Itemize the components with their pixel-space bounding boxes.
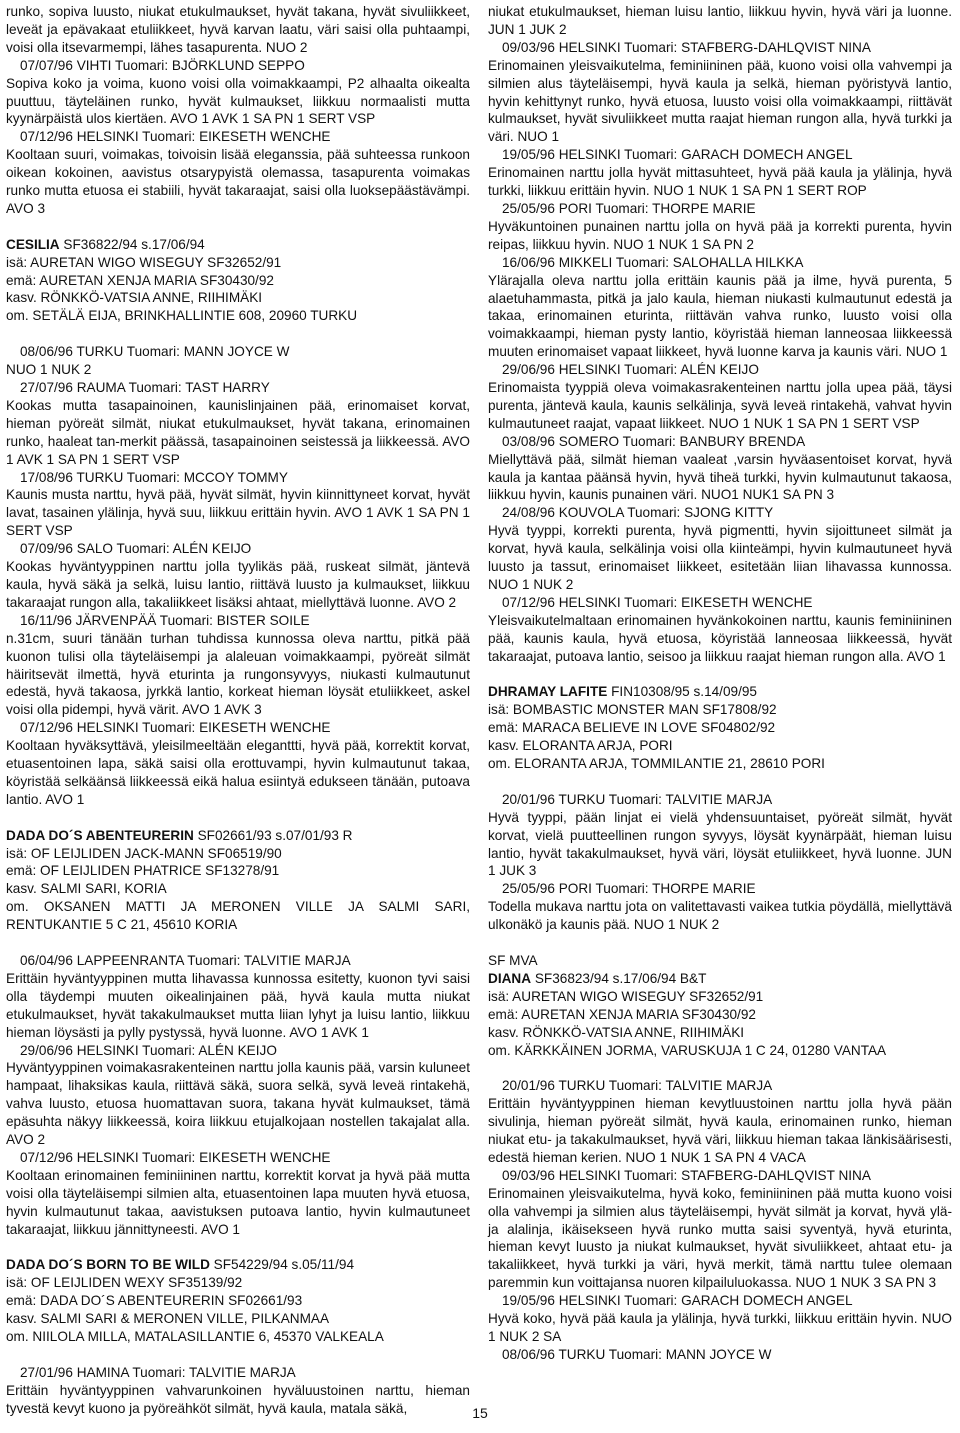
text-line: niukat etukulmaukset, hieman luisu lantio, liikkuu hyvin, hyvä väri ja luonne. JUN 1 JUK 2 <box>488 4 952 37</box>
text-line: Kaunis musta narttu, hyvä pää, hyvät silmät, hyvin kiinnittyneet korvat, hyvät lavat, tasainen ylälinja, hyvä suu, liikkuu erittäin hyvin. AVO 1 AVK 1 SA PN 1 SERT VSP <box>6 487 470 539</box>
spacer <box>488 934 952 952</box>
text-line: NUO 1 NUK 2 <box>6 362 92 378</box>
registration-info: SF36823/94 s.17/06/94 B&T <box>531 970 707 986</box>
text-line: isä: AURETAN WIGO WISEGUY SF32652/91 <box>6 254 282 270</box>
text-line: isä: AURETAN WIGO WISEGUY SF32652/91 <box>488 988 764 1004</box>
text-line: Sopiva koko ja voima, kuono voisi olla voimakkaampi, P2 alhaalta oikealta puuttuu, täyteläinen runko, hyvät kulmaukset, liikkuu normaalisti mutta kyynärpäistä ulos kiertäen. AVO 1 AVK 1 SA PN 1 SERT VSP <box>6 75 470 127</box>
text-line: om. ELORANTA ARJA, TOMMILANTIE 21, 28610 PORI <box>488 756 825 772</box>
show-header-line: 25/05/96 PORI Tuomari: THORPE MARIE <box>502 200 756 216</box>
show-header-line: 16/11/96 JÄRVENPÄÄ Tuomari: BISTER SOILE <box>20 612 310 628</box>
spacer <box>488 1059 952 1077</box>
text-line: Kooltaan suuri, voimakas, toivoisin lisää eleganssia, pää suhteessa runkoon oikean kokoinen, aavistus otsarypyistä olemassa, tasapurenta voimakas runko mutta etuosa ei stabiili, hyvät takaraajat, saisi olla luoksepäästävämpi. AVO 3 <box>6 147 470 216</box>
spacer <box>6 934 470 952</box>
show-header-line: 17/08/96 TURKU Tuomari: MCCOY TOMMY <box>20 469 288 485</box>
text-line: Erinomaista tyyppiä oleva voimakasrakenteinen narttu jolla upea pää, täysi purenta, jäntevä kaula, kaunis selkälinja, syvä leveä rintakehä, vahvat hyvin kulmautuneet raajat, vapaat liikkeet. NUO 1 NUK 1 SA PN 1 SERT VSP <box>488 380 952 431</box>
text-line: Hyvä koko, hyvä pää kaula ja ylälinja, hyvä turkki, liikkuu erittäin hyvin. NUO 1 NUK 2 SA <box>488 1311 952 1344</box>
show-header-line: 07/07/96 VIHTI Tuomari: BJÖRKLUND SEPPO <box>20 57 305 73</box>
spacer <box>488 773 952 791</box>
text-line: Todella mukava narttu jota on valitettavasti vaikea tutkia pöydällä, miellyttävä ulkonäkö ja kaunis pää. NUO 1 NUK 2 <box>488 899 952 933</box>
show-header-line: 08/06/96 TURKU Tuomari: MANN JOYCE W <box>502 1346 772 1362</box>
text-line: emä: MARACA BELIEVE IN LOVE SF04802/92 <box>488 720 776 736</box>
text-line: Ylärajalla oleva narttu jolla erittäin kaunis pää ja ilme, hyvä purenta, 5 alaetuhammasta, pitkä ja jalo kaula, hieman niukasti kulmautunut edestä ja takaa, erinomainen eturinta, riittävän vahva runko, luusto voisi olla voimakkaampi, hieman pysty lantio, köyristää hieman lanneosaa liikkeessä muuten erinomaiset vapaat liikkeet, hyvä luonne karva ja kaunis väri. NUO 1 <box>488 272 952 360</box>
text-line: Kooltaan erinomainen feminiininen narttu, korrektit korvat ja hyvä pää mutta voisi olla täyteläisempi silmien alta, etuasentoinen lapa muuten hyvä etuosa, hyvin kulmautunut takaa, aavistuksen putoava lantio, hyvin kulmautuneet takaraajat, liikkuu jännittyneesti. AVO 1 <box>6 1167 470 1237</box>
page-number: 15 <box>472 1405 488 1421</box>
dog-entry-heading <box>6 1256 470 1274</box>
spacer <box>6 1238 470 1256</box>
show-header-line: 25/05/96 PORI Tuomari: THORPE MARIE <box>502 881 756 897</box>
show-header-line: 24/08/96 KOUVOLA Tuomari: SJONG KITTY <box>502 505 774 521</box>
spacer <box>6 809 470 827</box>
show-header-line: 27/01/96 HAMINA Tuomari: TALVITIE MARJA <box>20 1364 296 1380</box>
text-line: Erittäin hyväntyyppinen mutta lihavassa kunnossa esitetty, kuonon tyvi saisi olla täydempi muuten oikealinjainen pää, hyvä kaula mutta niukat etukulmaukset, hyvät takakulmaukset mutta liian lyhyt ja luisu lantio, liikkuu hieman löysästi ja pylly pystyssä, hyvä luonne. AVO 1 AVK 1 <box>6 970 470 1040</box>
text-line: Miellyttävä pää, silmät hieman vaaleat ,varsin hyväasentoiset korvat, hyvä kaula ja kantaa päänsä hyvin, hyvä tiheä turkki, hyvin kulmautunut takaosa, liikkuu hyvin, kaunis punainen väri. NUO1 NUK1 SA PN 3 <box>488 451 952 503</box>
text-line: emä: AURETAN XENJA MARIA SF30430/92 <box>488 1006 756 1022</box>
right-column <box>488 3 952 1364</box>
text-line: Hyvä tyyppi, pään linjat ei vielä yhdensuuntaiset, pyöreät silmät, hyvät korvat, vielä puutteellinen rungon syvyys, löysät kyynärpäät, hieman luisu lantio, hyvät takakulmaukset, hyvä väri, löysät etuliikkeet, hyvä luonne. JUN 1 JUK 3 <box>488 809 952 879</box>
show-header-line: 20/01/96 TURKU Tuomari: TALVITIE MARJA <box>502 1078 773 1094</box>
text-line: isä: OF LEIJLIDEN WEXY SF35139/92 <box>6 1275 243 1291</box>
text-line: emä: AURETAN XENJA MARIA SF30430/92 <box>6 272 274 288</box>
text-line: Yleisvaikutelmaltaan erinomainen hyvänkokoinen narttu, kaunis feminiininen pää, kaunis kaula, hyvä etuosa, köyristää lanneosaa liikkeessä, hyvät takaraajat, putoava lantio, seisoo ja liikkuu raajat hieman rungon alla. AVO 1 <box>488 612 952 664</box>
text-line: kasv. SALMI SARI & MERONEN VILLE, PILKANMAA <box>6 1311 330 1327</box>
text-line: runko, sopiva luusto, niukat etukulmaukset, hyvät takana, hyvät sivuliikkeet, leveät ja epävakaat etuliikkeet, hyvä karvan laatu, väri saisi olla puhtaampi, voisi olla itsevarmempi, lähes tasapurenta. NUO 2 <box>6 4 470 55</box>
text-line: Kookas hyväntyyppinen narttu jolla tyylikäs pää, ruskeat silmät, jäntevä kaula, hyvä säkä ja selkä, luisu lantio, riittävä luusto ja kulmaukset, liikkuu takaraajat rungon alla, takaliikkeet lisäksi ahtaat, miellyttävä luonne. AVO 2 <box>6 559 470 610</box>
registration-info: FIN10308/95 s.14/09/95 <box>607 684 757 700</box>
show-header-line: 07/12/96 HELSINKI Tuomari: EIKESETH WENCHE <box>20 1149 331 1165</box>
show-header-line: 20/01/96 TURKU Tuomari: TALVITIE MARJA <box>502 791 773 807</box>
text-line: Erittäin hyväntyyppinen vahvarunkoinen hyväluustoinen narttu, hieman tyvestä kevyt kuono ja pyöreähköt silmät, hyvä kaula, matala säkä, <box>6 1382 470 1416</box>
text-line: SF MVA <box>488 952 538 968</box>
show-header-line: 29/06/96 HELSINKI Tuomari: ALÉN KEIJO <box>502 362 759 378</box>
left-column <box>6 3 470 1418</box>
show-header-line: 16/06/96 MIKKELI Tuomari: SALOHALLA HILKKA <box>502 254 804 270</box>
spacer <box>6 1346 470 1364</box>
registration-info: SF02661/93 s.07/01/93 R <box>193 827 353 843</box>
show-header-line: 07/12/96 HELSINKI Tuomari: EIKESETH WENCHE <box>20 720 331 736</box>
registration-info: SF36822/94 s.17/06/94 <box>59 236 205 252</box>
text-line: isä: BOMBASTIC MONSTER MAN SF17808/92 <box>488 702 777 718</box>
dog-name: DHRAMAY LAFITE <box>488 684 608 700</box>
show-header-line: 29/06/96 HELSINKI Tuomari: ALÉN KEIJO <box>20 1042 277 1058</box>
text-line: kasv. RÖNKKÖ-VATSIA ANNE, RIIHIMÄKI <box>6 290 263 306</box>
show-header-line: 27/07/96 RAUMA Tuomari: TAST HARRY <box>20 380 270 395</box>
show-header-line: 19/05/96 HELSINKI Tuomari: GARACH DOMECH ANGEL <box>502 147 853 163</box>
text-line: Erittäin hyväntyyppinen hieman kevytluustoinen narttu jolla hyvä pään sivulinja, hieman pyöreät silmät, hyvä kaula, erinomainen runko, hieman niukat etu- ja takakulmaukset, hyvä väri, liikkuu hieman takaa länkisäärisesti, edestä hieman kerien. NUO 1 NUK 1 SA PN 4 VACA <box>488 1096 952 1165</box>
text-line: Hyväkuntoinen punainen narttu jolla on hyvä pää ja korrekti purenta, hyvin reipas, liikkuu hyvin. NUO 1 NUK 1 SA PN 2 <box>488 218 952 252</box>
spacer <box>6 218 470 236</box>
text-line: Kooltaan hyväksyttävä, yleisilmeeltään eleganttti, hyvä pää, korrektit korvat, etuasentoinen lapa, säkä saisi olla erottuvampi, hyvin kulmautunut takaa, köyristää selkäänsä liikkeessä eikä halua esiintyä edukseen tänään, putoava lantio. AVO 1 <box>6 738 470 807</box>
dog-entry-heading <box>6 236 470 254</box>
show-header-line: 08/06/96 TURKU Tuomari: MANN JOYCE W <box>20 344 290 360</box>
text-line: Erinomainen yleisvaikutelma, hyvä koko, feminiininen pää mutta kuono voisi olla vahvempi ja silmien alus täyteläisempi, hyvät silmät ja korvat, hyvä ylä- ja alalinja, ikäisekseen hyvä runko mutta saisi syventyä, hyvä eturinta, hieman kevyt luusto ja niukat kulmaukset, hyvät sivuliikkeet, ahtaat etu- ja takaliikkeet, hyvä turkki ja väri, hyvä merkit, tämä narttu tulee olemaan paremmin kun voittajansa nuoren kilpailuluokassa. NUO 1 NUK 3 SA PN 3 <box>488 1185 952 1291</box>
dog-name: DADA DO´S BORN TO BE WILD <box>6 1257 210 1273</box>
text-line: Hyvä tyyppi, korrekti purenta, hyvä pigmentti, hyvin sijoittuneet silmät ja korvat, hyvä kaula, selkälinja voisi olla kiinteämpi, hyvin kulmautuneet hyvä luusto ja tassut, erinomaiset liikkeet, esitetään liian lihavassa kunnossa. NUO 1 NUK 2 <box>488 523 952 592</box>
text-line: Hyväntyyppinen voimakasrakenteinen narttu jolla kaunis pää, varsin kuluneet hampaat, lihaksikas kaula, riittävä säkä, suora selkä, syvä leveä rintakehä, vahva luusto, etuosa huomattavan suora, takana hyvät kulmaukset, tämä epäsuhta näkyy liikkeessä, koira liikkuu etujalkojaan nostellen takajalat alla. AVO 2 <box>6 1060 470 1148</box>
show-header-line: 07/12/96 HELSINKI Tuomari: EIKESETH WENCHE <box>502 594 813 610</box>
spacer <box>6 325 470 343</box>
text-line: om. SETÄLÄ EIJA, BRINKHALLINTIE 608, 20960 TURKU <box>6 308 358 324</box>
text-line: emä: OF LEIJLIDEN PHATRICE SF13278/91 <box>6 863 280 879</box>
text-line: om. OKSANEN MATTI JA MERONEN VILLE JA SALMI SARI, RENTUKANTIE 5 C 21, 45610 KORIA <box>6 899 470 933</box>
dog-entry-heading <box>488 683 952 701</box>
registration-info: SF54229/94 s.05/11/94 <box>209 1257 355 1273</box>
text-line: kasv. SALMI SARI, KORIA <box>6 881 167 897</box>
text-line: n.31cm, suuri tänään turhan tuhdissa kunnossa oleva narttu, pitkä pää kuonon tulisi olla täyteläisempi ja alaleuan voimakkaampi, pyöreät silmät häiritsevät ilmettä, hyvä eturinta ja rungonsyvyys, niukasti kulmautunut edestä, hyvä takaosa, jyrkkä lantio, korkeat hieman löysät etuliikkeet, askel voisi olla pidempi, hyvä värit. AVO 1 AVK 3 <box>6 630 470 718</box>
text-line: om. NIILOLA MILLA, MATALASILLANTIE 6, 45370 VALKEALA <box>6 1328 384 1344</box>
dog-name: CESILIA <box>6 236 60 252</box>
text-line: kasv. RÖNKKÖ-VATSIA ANNE, RIIHIMÄKI <box>488 1024 745 1040</box>
show-header-line: 09/03/96 HELSINKI Tuomari: STAFBERG-DAHLQVIST NINA <box>502 39 871 55</box>
text-line: Kookas mutta tasapainoinen, kaunislinjainen pää, erinomaiset korvat, hieman pyöreät silmät, niukat etukulmaukset, hyvät takana, erinomainen runko, haaleat tan-merkit päässä, tasapainoinen seistessä ja liikkeessä. AVO 1 AVK 1 SA PN 1 SERT VSP <box>6 397 470 467</box>
text-line: kasv. ELORANTA ARJA, PORI <box>488 738 673 754</box>
text-line: emä: DADA DO´S ABENTEURERIN SF02661/93 <box>6 1293 303 1309</box>
show-header-line: 19/05/96 HELSINKI Tuomari: GARACH DOMECH ANGEL <box>502 1293 853 1309</box>
show-header-line: 09/03/96 HELSINKI Tuomari: STAFBERG-DAHLQVIST NINA <box>502 1167 871 1183</box>
text-line: Erinomainen narttu jolla hyvät mittasuhteet, hyvä pää kaula ja ylälinja, hyvä turkki, liikkuu erittäin hyvin. NUO 1 NUK 1 SA PN 1 SERT ROP <box>488 165 952 199</box>
text-line: Erinomainen yleisvaikutelma, feminiininen pää, kuono voisi olla vahvempi ja silmien alus täyteläisempi, hyvä kaula ja selkä, hieman pyöristyvä lantio, hyvin kehittynyt runko, hyvä etuosa, luusto voisi olla voimakkaampi, riittävät kulmaukset, hyvät sivuliikkeet mutta raajat hieman rungon alla, hyvä turkki ja väri. NUO 1 <box>488 57 952 145</box>
dog-entry-heading <box>6 827 470 845</box>
show-header-line: 07/09/96 SALO Tuomari: ALÉN KEIJO <box>20 541 252 557</box>
show-header-line: 03/08/96 SOMERO Tuomari: BANBURY BRENDA <box>502 433 806 449</box>
show-header-line: 07/12/96 HELSINKI Tuomari: EIKESETH WENCHE <box>20 129 331 145</box>
dog-name: DIANA <box>488 970 532 986</box>
show-header-line: 06/04/96 LAPPEENRANTA Tuomari: TALVITIE MARJA <box>20 952 351 968</box>
dog-entry-heading <box>488 970 952 988</box>
text-line: isä: OF LEIJLIDEN JACK-MANN SF06519/90 <box>6 845 282 861</box>
text-line: om. KÄRKKÄINEN JORMA, VARUSKUJA 1 C 24, 01280 VANTAA <box>488 1042 887 1058</box>
spacer <box>488 666 952 684</box>
dog-name: DADA DO´S ABENTEURERIN <box>6 827 194 843</box>
